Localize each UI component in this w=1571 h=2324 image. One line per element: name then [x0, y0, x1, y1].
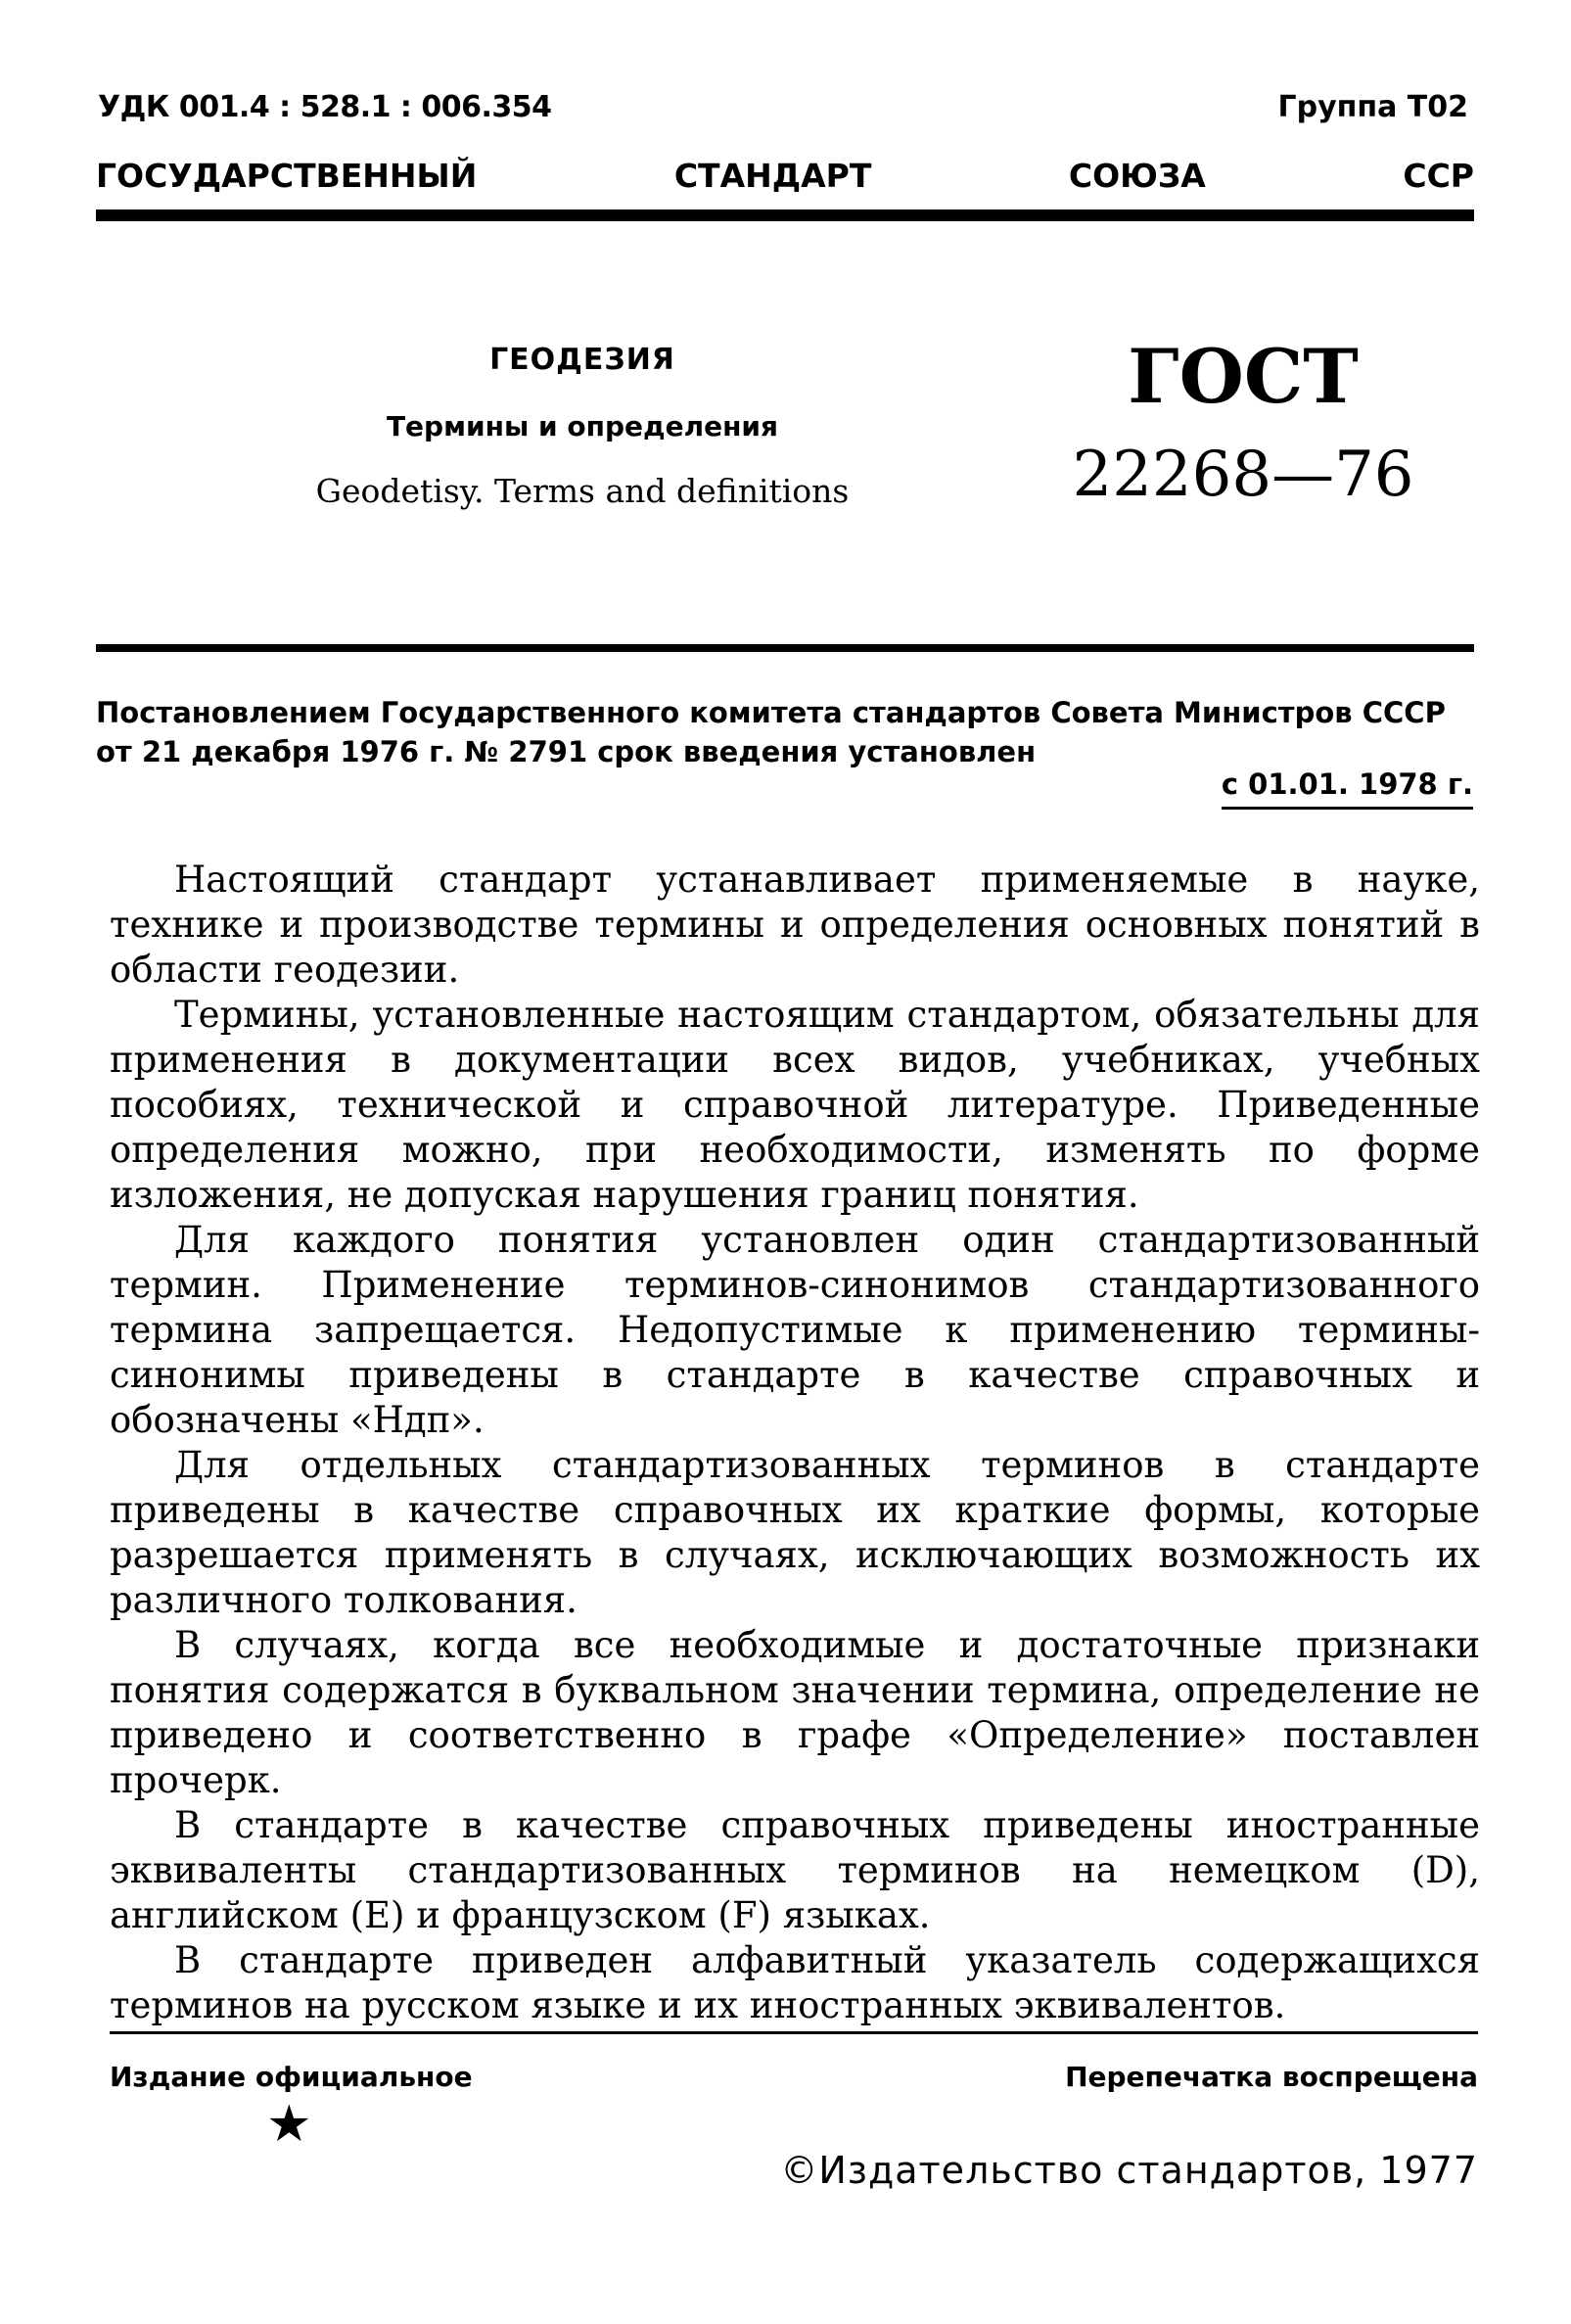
group-code: Группа Т02: [1277, 90, 1468, 124]
star-icon: ★: [266, 2095, 312, 2154]
gost-label: ГОСТ: [1128, 333, 1359, 420]
top-divider: [96, 209, 1474, 221]
body-paragraph: Термины, установленные настоящим стандартом, обязательны для применения в документации всех видов, учебниках, учебных пособиях, технической и справочной литературе. Приведенные определения можно, при необходимости, изменять по форме изложения, не допуская нарушения границ понятия.: [110, 994, 1480, 1216]
bottom-divider: [110, 2031, 1478, 2034]
title-block: [264, 343, 901, 510]
middle-divider: [96, 644, 1474, 652]
reprint-prohibited-note: Перепечатка воспрещена: [1065, 2061, 1478, 2093]
body-paragraph: Для каждого понятия установлен один стандартизованный термин. Применение терминов-синонимов стандартизованного термина запрещается. Недопустимые к применению термины-синонимы приведены в стандарте в качестве справочных и обозначены «Ндп».: [110, 1219, 1480, 1441]
decree-text: Постановлением Государственного комитета стандартов Совета Министров СССР от 21 декабря 1976 г. № 2791 срок введения установлен: [96, 696, 1446, 768]
banner-word: ГОСУДАРСТВЕННЫЙ: [96, 157, 478, 195]
banner-word: ССР: [1403, 157, 1474, 195]
gost-number: 22268—76: [1072, 439, 1414, 511]
document-subtitle: Термины и определения: [386, 410, 779, 442]
gost-designation: [1038, 333, 1449, 529]
document-heading: ГЕОДЕЗИЯ: [489, 343, 675, 377]
effective-date: с 01.01. 1978 г.: [1222, 767, 1473, 810]
banner-word: СТАНДАРТ: [673, 157, 872, 195]
publisher-copyright: ©Издательство стандартов, 1977: [780, 2149, 1478, 2192]
body-text: [110, 858, 1480, 2028]
body-paragraph: Для отдельных стандартизованных терминов в стандарте приведены в качестве справочных их краткие формы, которые разрешается применять в случаях, исключающих возможность их различного толкования.: [110, 1444, 1480, 1621]
body-paragraph: В стандарте приведен алфавитный указатель содержащихся терминов на русском языке и их иностранных эквивалентов.: [110, 1939, 1480, 2026]
udk-code: УДК 001.4 : 528.1 : 006.354: [98, 90, 552, 124]
body-paragraph: Настоящий стандарт устанавливает применяемые в науке, технике и производстве термины и определения основных понятий в области геодезии.: [110, 859, 1480, 991]
english-title: Geodetisy. Terms and definitions: [315, 472, 850, 510]
state-standard-banner: [96, 157, 1474, 195]
official-edition-note: Издание официальное: [110, 2061, 473, 2093]
body-paragraph: В случаях, когда все необходимые и достаточные признаки понятия содержатся в буквальном значении термина, определение не приведено и соответственно в графе «Определение» поставлен прочерк.: [110, 1624, 1480, 1801]
banner-word: СОЮЗА: [1068, 157, 1206, 195]
body-paragraph: В стандарте в качестве справочных приведены иностранные эквиваленты стандартизованных терминов на немецком (D), английском (E) и французском (F) языках.: [110, 1804, 1480, 1936]
